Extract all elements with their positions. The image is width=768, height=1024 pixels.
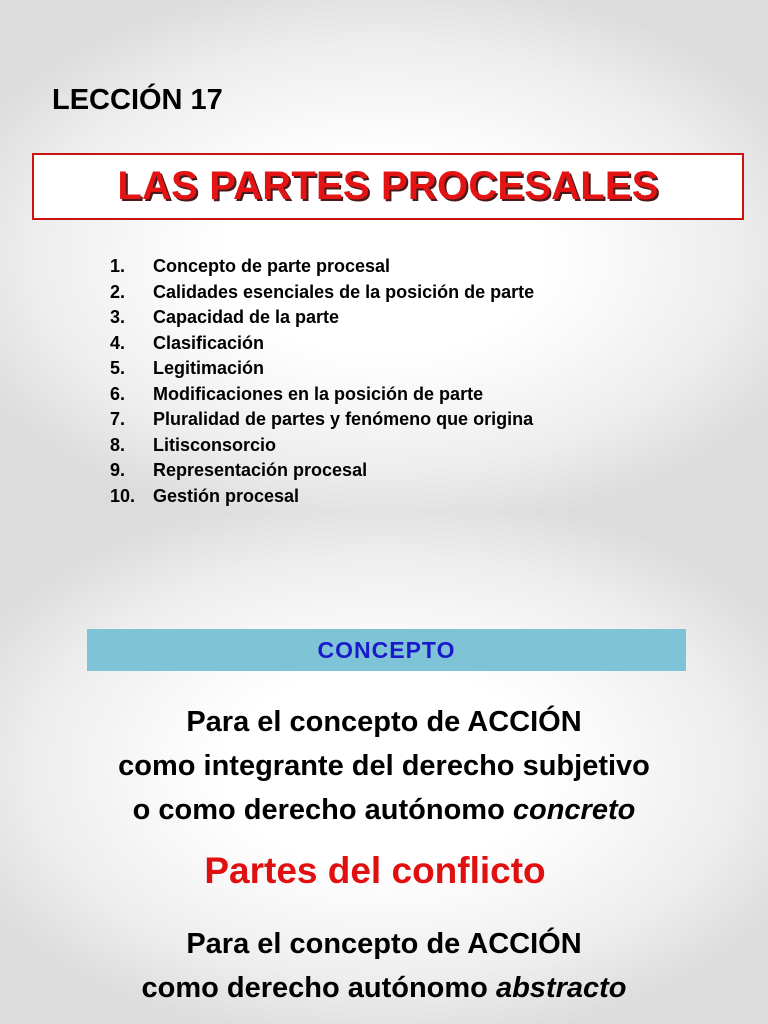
topic-item (110, 484, 534, 510)
lesson-title: LECCIÓN 17 (52, 84, 223, 116)
topic-number: 6. (110, 383, 126, 404)
topic-label: Concepto de parte procesal (153, 256, 391, 277)
topic-number: 10. (110, 485, 136, 506)
topic-item (110, 356, 534, 382)
slide-2 (0, 512, 768, 1024)
topic-label: Capacidad de la parte (153, 307, 340, 328)
topic-label: Legitimación (153, 358, 265, 379)
topic-label: Gestión procesal (153, 485, 300, 506)
topic-item (110, 280, 534, 306)
paragraph-line (0, 788, 768, 832)
topic-item (110, 433, 534, 459)
topic-number: 7. (110, 409, 126, 430)
paragraph-text: como derecho autónomo (141, 972, 496, 1004)
main-title: LAS PARTES PROCESALES (117, 164, 659, 208)
concept-banner-label: CONCEPTO (317, 636, 456, 663)
concept-banner (87, 629, 686, 671)
paragraph-line: Para el concepto de ACCIÓN (186, 928, 582, 960)
topic-number: 9. (110, 460, 126, 481)
paragraph-line: Para el concepto de ACCIÓN (186, 706, 582, 738)
paragraph-line (0, 966, 768, 1010)
topic-label: Representación procesal (153, 460, 368, 481)
topic-label: Litisconsorcio (153, 434, 277, 455)
concept-paragraph-1 (0, 700, 768, 832)
topic-number: 8. (110, 434, 126, 455)
topic-list (110, 254, 534, 509)
topic-number: 3. (110, 307, 126, 328)
paragraph-text: o como derecho autónomo (132, 794, 513, 826)
main-title-box (32, 153, 744, 220)
topic-label: Calidades esenciales de la posición de parte (153, 281, 535, 302)
topic-label: Pluralidad de partes y fenómeno que origina (153, 409, 534, 430)
topic-item (110, 407, 534, 433)
concept-paragraph-2 (0, 922, 768, 1010)
topic-number: 2. (110, 281, 126, 302)
topic-item (110, 331, 534, 357)
topic-number: 5. (110, 358, 126, 379)
italic-term: concreto (512, 794, 636, 826)
topic-item (110, 458, 534, 484)
topic-label: Clasificación (153, 332, 265, 353)
topic-label: Modificaciones en la posición de parte (153, 383, 484, 404)
topic-item (110, 382, 534, 408)
topic-number: 1. (110, 256, 126, 277)
parties-heading: Partes del conflicto (204, 850, 546, 891)
topic-item (110, 305, 534, 331)
paragraph-line: como integrante del derecho subjetivo (118, 750, 650, 782)
topic-number: 4. (110, 332, 126, 353)
italic-term: abstracto (495, 972, 627, 1004)
topic-item (110, 254, 534, 280)
